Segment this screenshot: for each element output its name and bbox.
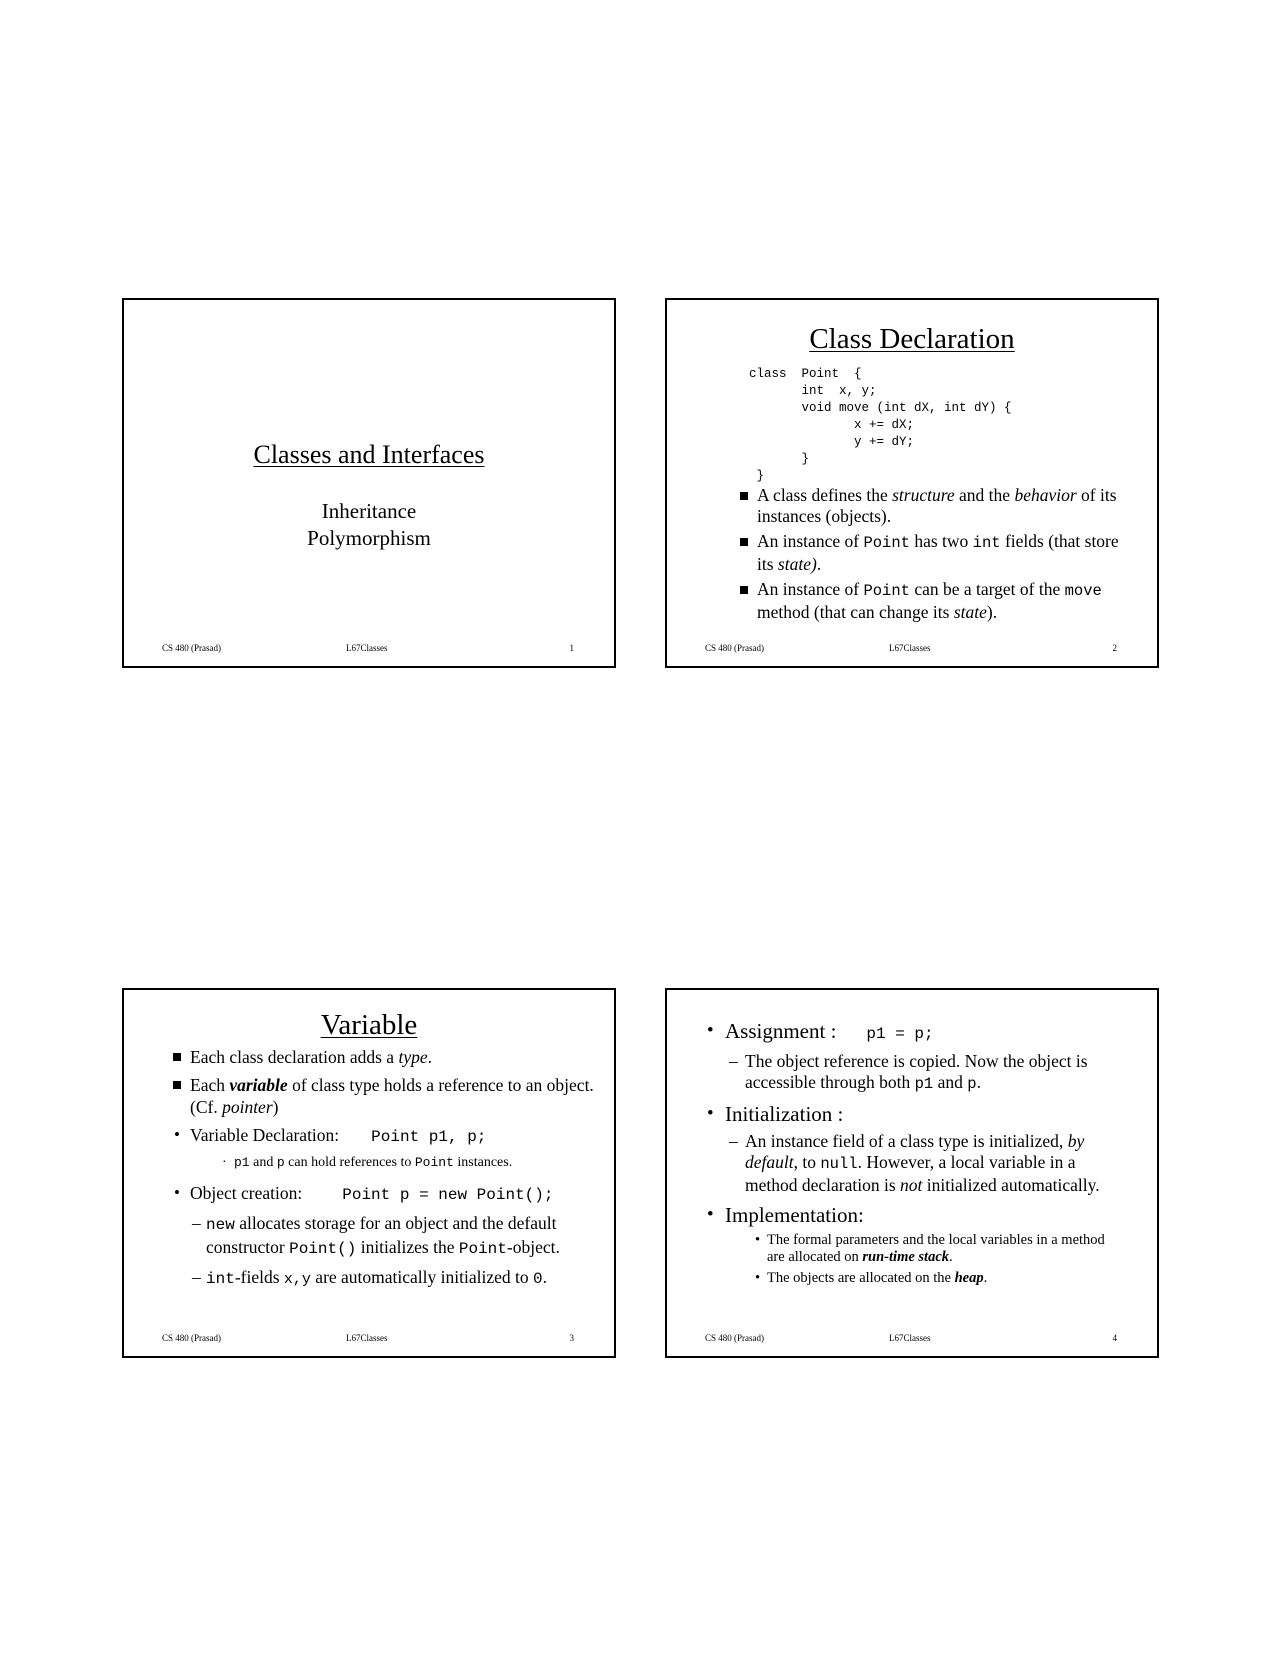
footer-course: CS 480 (Prasad) <box>705 643 764 653</box>
code-block: class Point { int x, y; void move (int dX, int dY) { x += dX; y += dY; } } <box>749 367 1012 483</box>
list-item: – new allocates storage for an object and the default constructor Point() initializes the Point-object. <box>192 1213 560 1258</box>
square-bullet-icon <box>740 492 748 500</box>
slide-body <box>172 1046 602 1293</box>
slide-title: Class Declaration <box>809 323 1015 355</box>
slide-number: 4 <box>1112 1333 1117 1343</box>
list-item: • Implementation: <box>707 1203 864 1227</box>
bullet-dot-icon: • <box>174 1183 180 1202</box>
bullet-dot-icon: • <box>755 1232 761 1248</box>
slide-number: 1 <box>569 643 574 653</box>
square-bullet-icon <box>740 586 748 594</box>
list-item: • The objects are allocated on the heap. <box>755 1270 988 1286</box>
slide-3 <box>122 988 616 1358</box>
slide-number: 2 <box>1112 643 1117 653</box>
bullet-dot-icon: • <box>707 1020 714 1041</box>
list-item: – int-fields x,y are automatically initialized to 0. <box>192 1267 547 1288</box>
slide-title: Classes and Interfaces <box>253 440 485 469</box>
footer-file: L67Classes <box>889 1333 931 1343</box>
list-item: • Assignment : p1 = p; <box>707 1019 934 1043</box>
bullet-dot-icon: · <box>222 1155 227 1170</box>
slide-number: 3 <box>569 1333 574 1343</box>
list-item: • Initialization : <box>707 1102 844 1126</box>
square-bullet-icon <box>173 1053 181 1061</box>
bullet-dot-icon: • <box>755 1270 761 1286</box>
square-bullet-icon <box>173 1081 181 1089</box>
list-item: • The formal parameters and the local variables in a method are allocated on run-time stack. <box>755 1232 1105 1265</box>
list-item: Each variable of class type holds a reference to an object. (Cf. pointer) <box>172 1074 602 1118</box>
footer-file: L67Classes <box>889 643 931 653</box>
list-item: An instance of Point can be a target of the move method (that can change its state). <box>739 579 1139 623</box>
slide-subtitles <box>124 498 614 552</box>
square-bullet-icon <box>740 538 748 546</box>
subtitle-polymorphism: Polymorphism <box>307 526 431 550</box>
bullet-list <box>739 485 1139 627</box>
list-item: – The object reference is copied. Now the object is accessible through both p1 and p. <box>729 1051 1088 1093</box>
list-item: • Object creation: Point p = new Point(); <box>174 1183 554 1204</box>
list-item: A class defines the structure and the behavior of its instances (objects). <box>739 485 1139 527</box>
footer-course: CS 480 (Prasad) <box>162 643 221 653</box>
footer-course: CS 480 (Prasad) <box>705 1333 764 1343</box>
slide-1 <box>122 298 616 668</box>
footer-file: L67Classes <box>346 643 388 653</box>
slide-4 <box>665 988 1159 1358</box>
footer-file: L67Classes <box>346 1333 388 1343</box>
list-item: Each class declaration adds a type. <box>172 1046 602 1068</box>
slide-body <box>705 1018 1125 1291</box>
list-item: An instance of Point has two int fields (that store its state). <box>739 531 1139 575</box>
footer-course: CS 480 (Prasad) <box>162 1333 221 1343</box>
bullet-dot-icon: • <box>174 1125 180 1144</box>
list-item: · p1 and p can hold references to Point instances. <box>222 1155 513 1170</box>
slide-2 <box>665 298 1159 668</box>
bullet-dot-icon: • <box>707 1103 714 1124</box>
subtitle-inheritance: Inheritance <box>321 499 417 523</box>
list-item: – An instance field of a class type is initialized, by default, to null. However, a local variable in a method declaration is not initialized automatically. <box>729 1131 1100 1195</box>
slide-title: Variable <box>320 1009 418 1041</box>
bullet-dot-icon: • <box>707 1204 714 1225</box>
list-item: • Variable Declaration: Point p1, p; <box>174 1125 487 1146</box>
